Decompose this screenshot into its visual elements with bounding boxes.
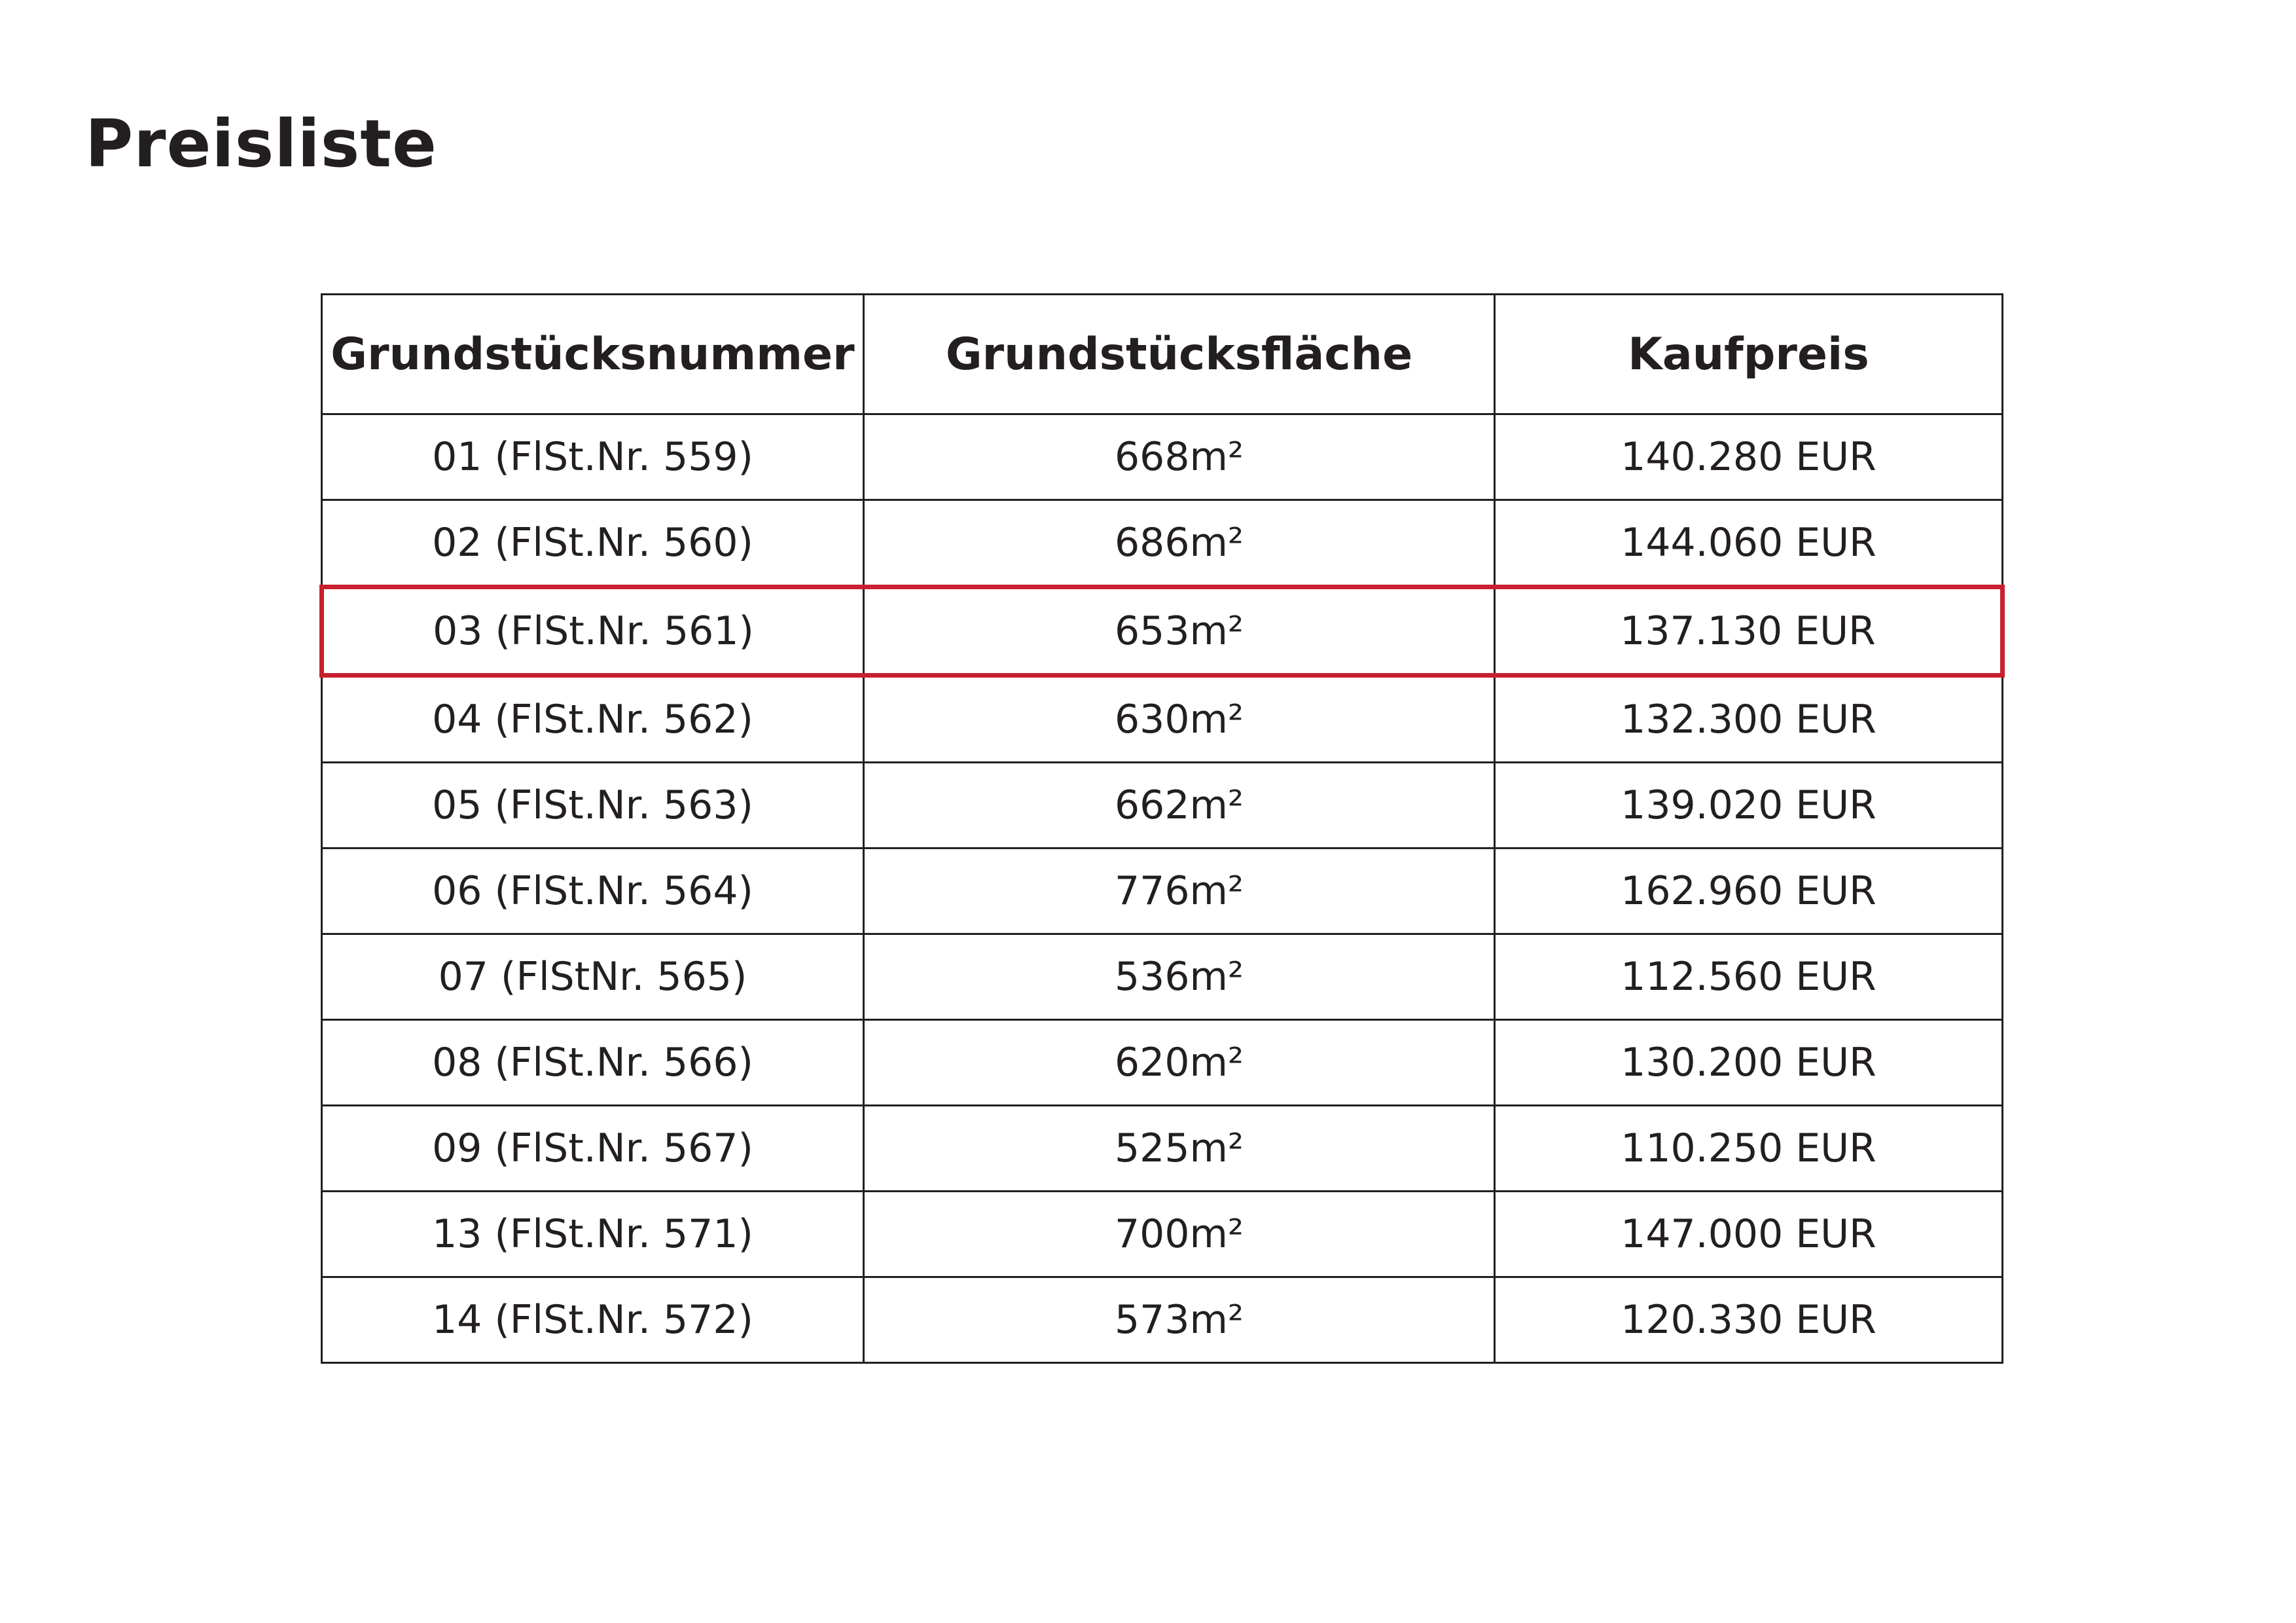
cell-grundstuecksflaeche: 668m²	[864, 414, 1495, 500]
cell-grundstuecksnummer: 02 (FlSt.Nr. 560)	[322, 500, 864, 587]
cell-kaufpreis: 137.130 EUR	[1495, 587, 2003, 676]
cell-kaufpreis: 120.330 EUR	[1495, 1277, 2003, 1363]
cell-kaufpreis: 112.560 EUR	[1495, 934, 2003, 1020]
cell-grundstuecksnummer: 01 (FlSt.Nr. 559)	[322, 414, 864, 500]
cell-kaufpreis: 147.000 EUR	[1495, 1192, 2003, 1277]
cell-grundstuecksnummer: 04 (FlSt.Nr. 562)	[322, 676, 864, 763]
table-row-highlighted	[322, 587, 2003, 676]
table-row	[322, 934, 2003, 1020]
cell-kaufpreis: 140.280 EUR	[1495, 414, 2003, 500]
cell-kaufpreis: 144.060 EUR	[1495, 500, 2003, 587]
table-row	[322, 763, 2003, 848]
column-header-grundstuecksflaeche: Grundstücksfläche	[864, 295, 1495, 414]
cell-grundstuecksnummer: 14 (FlSt.Nr. 572)	[322, 1277, 864, 1363]
table-body	[322, 414, 2003, 1363]
cell-grundstuecksnummer: 13 (FlSt.Nr. 571)	[322, 1192, 864, 1277]
cell-kaufpreis: 139.020 EUR	[1495, 763, 2003, 848]
table-header-row	[322, 295, 2003, 414]
cell-grundstuecksnummer: 05 (FlSt.Nr. 563)	[322, 763, 864, 848]
table-row	[322, 1106, 2003, 1192]
column-header-kaufpreis: Kaufpreis	[1495, 295, 2003, 414]
cell-grundstuecksnummer: 06 (FlSt.Nr. 564)	[322, 848, 864, 934]
price-table	[319, 293, 2005, 1364]
table-row	[322, 1020, 2003, 1106]
cell-kaufpreis: 130.200 EUR	[1495, 1020, 2003, 1106]
cell-grundstuecksflaeche: 700m²	[864, 1192, 1495, 1277]
cell-kaufpreis: 162.960 EUR	[1495, 848, 2003, 934]
cell-grundstuecksnummer: 07 (FlStNr. 565)	[322, 934, 864, 1020]
cell-grundstuecksflaeche: 620m²	[864, 1020, 1495, 1106]
column-header-grundstuecksnummer: Grundstücksnummer	[322, 295, 864, 414]
table-row	[322, 500, 2003, 587]
page-title: Preisliste	[85, 105, 437, 182]
table-row	[322, 1192, 2003, 1277]
cell-grundstuecksflaeche: 662m²	[864, 763, 1495, 848]
cell-grundstuecksnummer: 09 (FlSt.Nr. 567)	[322, 1106, 864, 1192]
cell-grundstuecksflaeche: 776m²	[864, 848, 1495, 934]
cell-kaufpreis: 110.250 EUR	[1495, 1106, 2003, 1192]
cell-grundstuecksflaeche: 686m²	[864, 500, 1495, 587]
cell-grundstuecksflaeche: 653m²	[864, 587, 1495, 676]
table-row	[322, 676, 2003, 763]
cell-kaufpreis: 132.300 EUR	[1495, 676, 2003, 763]
cell-grundstuecksflaeche: 630m²	[864, 676, 1495, 763]
table-row	[322, 414, 2003, 500]
table-row	[322, 1277, 2003, 1363]
cell-grundstuecksnummer: 08 (FlSt.Nr. 566)	[322, 1020, 864, 1106]
cell-grundstuecksflaeche: 573m²	[864, 1277, 1495, 1363]
table-row	[322, 848, 2003, 934]
cell-grundstuecksflaeche: 525m²	[864, 1106, 1495, 1192]
cell-grundstuecksnummer: 03 (FlSt.Nr. 561)	[322, 587, 864, 676]
cell-grundstuecksflaeche: 536m²	[864, 934, 1495, 1020]
